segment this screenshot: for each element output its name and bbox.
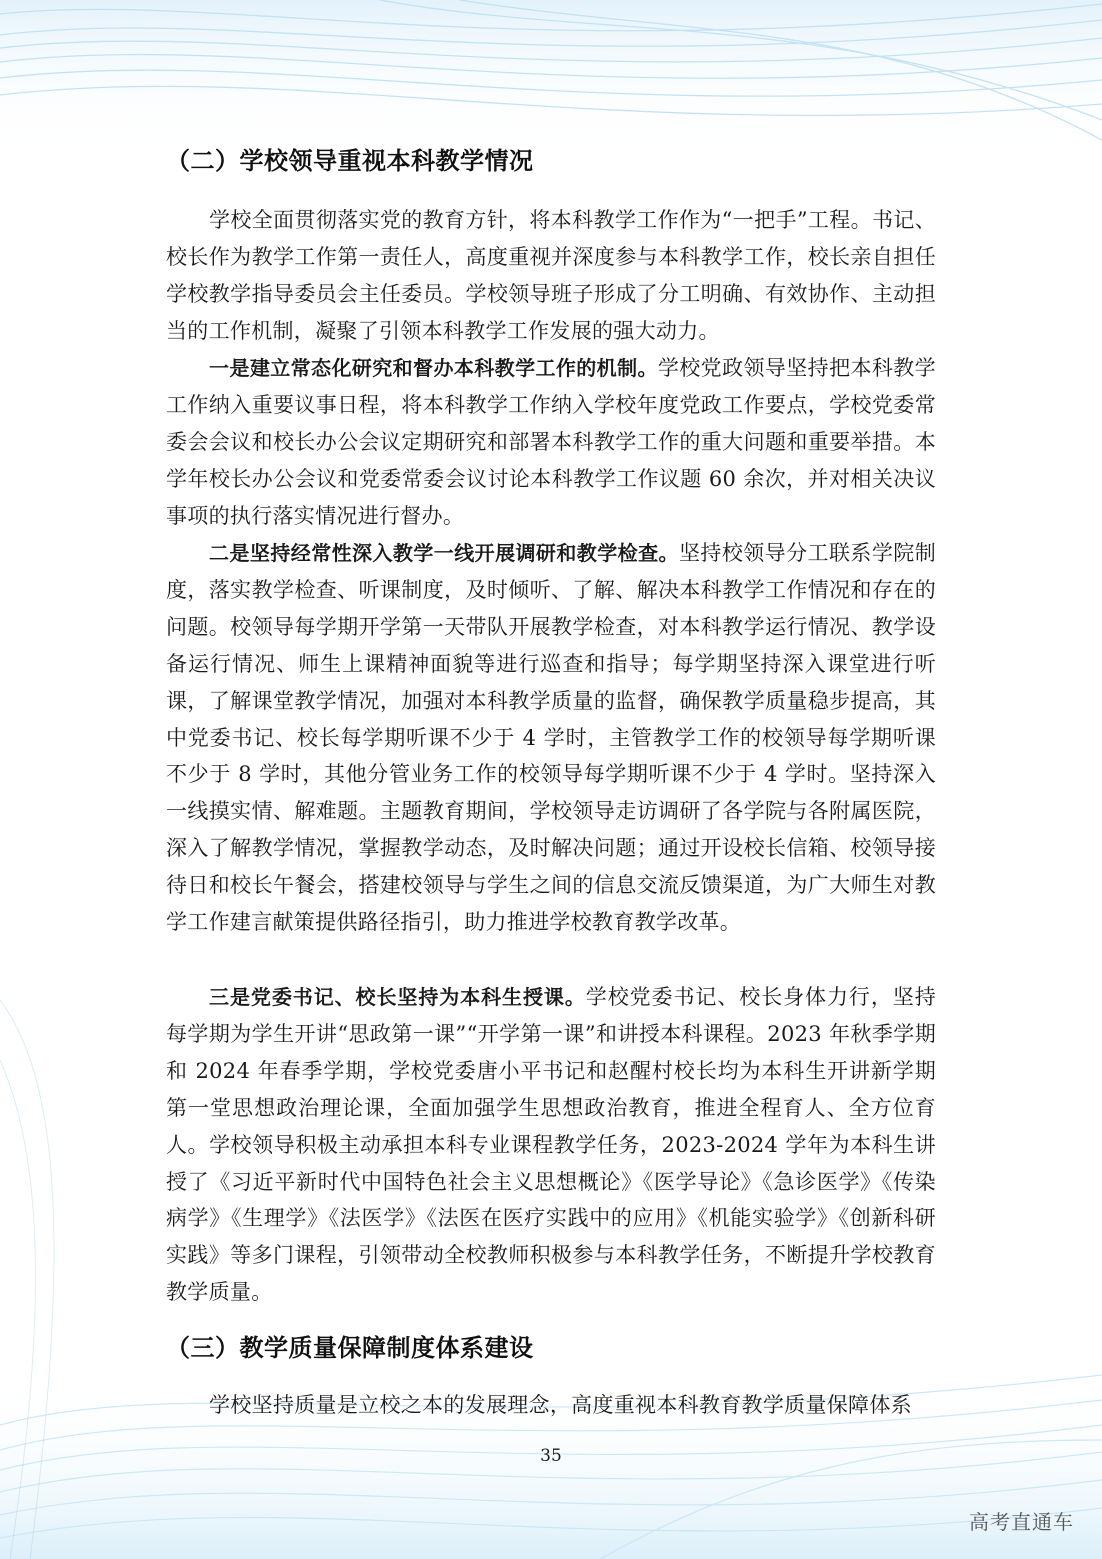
page-number: 35 bbox=[540, 1446, 562, 1466]
paragraph-quality bbox=[166, 1387, 936, 1424]
paragraph-intro bbox=[166, 202, 936, 350]
paragraph-text: 学校全面贯彻落实党的教育方针，将本科教学工作作为“一把手”工程。书记、校长作为教学工作第一责任人，高度重视并深度参与本科教学工作，校长亲自担任学校教学指导委员会主任委员。学校领导班子形成了分工明确、有效协作、主动担当的工作机制，凝聚了引领本科教学工作发展的强大动力。 bbox=[166, 208, 936, 343]
paragraph-text: 学校党委书记、校长身体力行，坚持每学期为学生开讲“思政第一课”“开学第一课”和讲授本科课程。2023 年秋季学期和 2024 年春季学期，学校党委唐小平书记和赵醒村校长均为本科生开讲新学期第一堂思想政治理论课，全面加强学生思想政治教育，推进全程育人、全方位育人。学校领导积极主动承担本科专业课程教学任务，2023-2024 学年为本科生讲授了《习近平新时代中国特色社会主义思想概论》《医学导论》《急诊医学》《传染病学》《生理学》《法医学》《法医在医疗实践中的应用》《机能实验学》《创新科研实践》等多门课程，引领带动全校教师积极参与本科教学任务，不断提升学校教育教学质量。 bbox=[166, 985, 936, 1305]
watermark-text: 高考直通车 bbox=[969, 1510, 1074, 1534]
section-heading-3: （三）教学质量保障制度体系建设 bbox=[166, 1334, 534, 1362]
paragraph-text: 坚持校领导分工联系学院制度，落实教学检查、听课制度，及时倾听、了解、解决本科教学工作情况和存在的问题。校领导每学期开学第一天带队开展教学检查，对本科教学运行情况、教学设备运行情况、师生上课精神面貌等进行巡查和指导；每学期坚持深入课堂进行听课，了解课堂教学情况，加强对本科教学质量的监督，确保教学质量稳步提高，其中党委书记、校长每学期听课不少于 4 学时，主管教学工作的校领导每学期听课不少于 8 学时，其他分管业务工作的校领导每学期听课不少于 4 学时。坚持深入一线摸实情、解难题。主题教育期间，学校领导走访调研了各学院与各附属医院，深入了解教学情况，掌握教学动态，及时解决问题；通过开设校长信箱、校领导接待日和校长午餐会，搭建校领导与学生之间的信息交流反馈渠道，为广大师生对教学工作建言献策提供路径指引，助力推进学校教育教学改革。 bbox=[166, 541, 936, 935]
paragraph-point-1 bbox=[166, 350, 936, 535]
section-heading-2: （二）学校领导重视本科教学情况 bbox=[166, 147, 534, 175]
paragraph-lead: 三是党委书记、校长坚持为本科生授课。 bbox=[209, 985, 586, 1009]
paragraph-point-3 bbox=[166, 979, 936, 1311]
paragraph-point-2 bbox=[166, 535, 936, 941]
paragraph-text: 学校党政领导坚持把本科教学工作纳入重要议事日程，将本科教学工作纳入学校年度党政工作要点，学校党委常委会会议和校长办公会议定期研究和部署本科教学工作的重大问题和重要举措。本学年校长办公会议和党委常委会议讨论本科教学工作议题 60 余次，并对相关决议事项的执行落实情况进行督办。 bbox=[166, 356, 936, 528]
paragraph-lead: 一是建立常态化研究和督办本科教学工作的机制。 bbox=[209, 356, 658, 380]
paragraph-lead: 二是坚持经常性深入教学一线开展调研和教学检查。 bbox=[209, 541, 679, 565]
paragraph-text: 学校坚持质量是立校之本的发展理念，高度重视本科教育教学质量保障体系 bbox=[209, 1393, 912, 1417]
